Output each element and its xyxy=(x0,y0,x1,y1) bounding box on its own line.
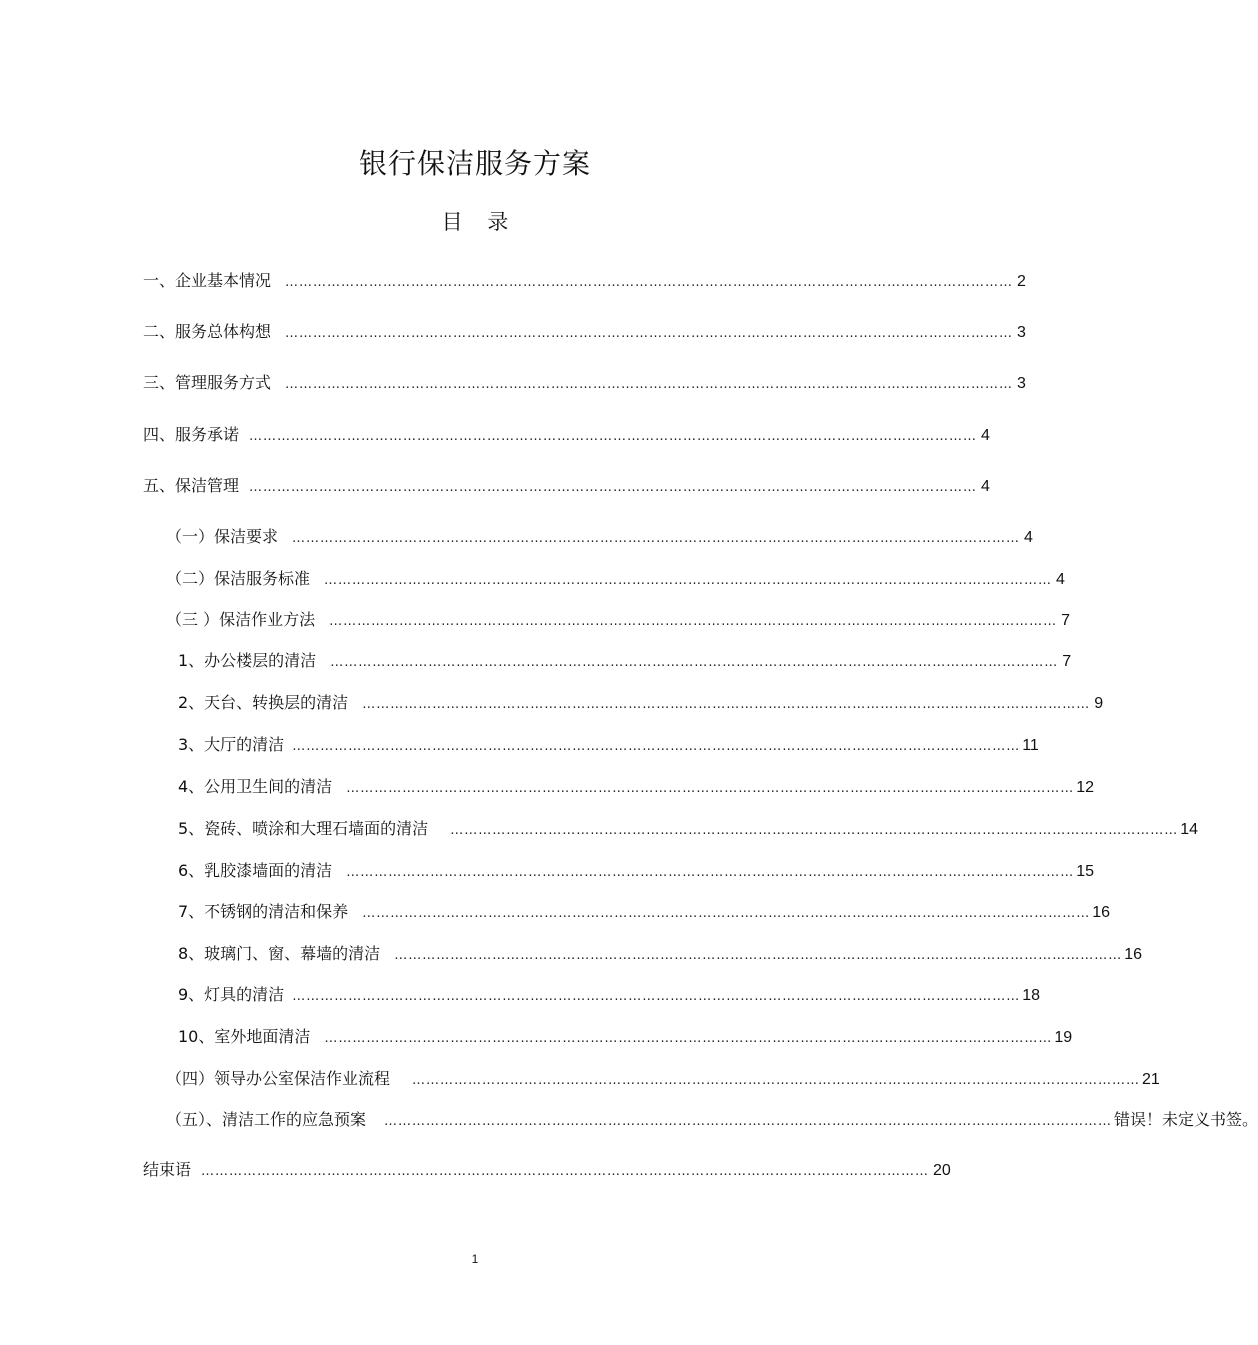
toc-leader-dots: ………………………………………………………………………………………………………………………………………… xyxy=(450,823,1179,838)
toc-entry-page: 16 xyxy=(1092,904,1110,921)
toc-leader-dots: ………………………………………………………………………………………………………………………………………… xyxy=(384,1114,1113,1129)
toc-entry-label: （五）、清洁工作的应急预案 xyxy=(166,1110,367,1129)
toc-entry-20[interactable] xyxy=(166,1107,1258,1131)
toc-entry-page: 15 xyxy=(1076,863,1094,880)
toc-entry-label: 二、服务总体构想 xyxy=(143,322,272,341)
toc-entry-8[interactable] xyxy=(166,607,1070,631)
toc-entry-7[interactable] xyxy=(166,566,1065,590)
toc-entry-10[interactable] xyxy=(178,690,1104,714)
toc-leader-dots: ………………………………………………………………………………………………………………………………………… xyxy=(362,697,1091,712)
document-title: 银行保洁服务方案 xyxy=(358,147,591,180)
toc-entry-21[interactable] xyxy=(143,1157,951,1181)
toc-entry-page: 19 xyxy=(1054,1029,1073,1046)
toc-entry-label: 1、办公楼层的清洁 xyxy=(178,651,317,670)
toc-entry-page: 11 xyxy=(1022,737,1039,754)
toc-entry-13[interactable] xyxy=(178,816,1198,840)
toc-entry-3[interactable] xyxy=(143,370,1026,394)
toc-leader-dots: ………………………………………………………………………………………………………………………………………… xyxy=(285,326,1014,341)
toc-entry-12[interactable] xyxy=(178,774,1094,798)
toc-entry-label: 五、保洁管理 xyxy=(143,476,240,495)
toc-leader-dots: ………………………………………………………………………………………………………………………………………… xyxy=(394,948,1123,963)
toc-leader-dots: ………………………………………………………………………………………………………………………………………… xyxy=(201,1164,930,1179)
toc-entry-17[interactable] xyxy=(178,982,1040,1006)
toc-leader-dots: ………………………………………………………………………………………………………………………………………… xyxy=(292,739,1021,754)
toc-entry-label: （三 ）保洁作业方法 xyxy=(166,610,316,629)
toc-leader-dots: ………………………………………………………………………………………………………………………………………… xyxy=(292,989,1021,1004)
toc-entry-label: 3、大厅的清洁 xyxy=(178,735,285,754)
toc-leader-dots: ………………………………………………………………………………………………………………………………………… xyxy=(362,906,1091,921)
toc-entry-page: 20 xyxy=(933,1162,951,1179)
toc-entry-6[interactable] xyxy=(166,524,1033,548)
toc-leader-dots: ………………………………………………………………………………………………………………………………………… xyxy=(324,573,1053,588)
toc-entry-19[interactable] xyxy=(166,1066,1160,1090)
toc-entry-16[interactable] xyxy=(178,941,1142,965)
toc-entry-page: 7 xyxy=(1062,653,1072,670)
toc-entry-label: 5、瓷砖、喷涂和大理石墙面的清洁 xyxy=(178,819,429,838)
toc-entry-15[interactable] xyxy=(178,899,1110,923)
toc-leader-dots: ………………………………………………………………………………………………………………………………………… xyxy=(249,429,978,444)
toc-leader-dots: ………………………………………………………………………………………………………………………………………… xyxy=(412,1073,1141,1088)
toc-entry-label: 2、天台、转换层的清洁 xyxy=(178,693,349,712)
toc-entry-label: （二）保洁服务标准 xyxy=(166,569,311,588)
toc-entry-page: 4 xyxy=(981,478,990,495)
toc-entry-label: 7、不锈钢的清洁和保养 xyxy=(178,902,349,921)
toc-entry-page: 18 xyxy=(1022,987,1040,1004)
toc-heading: 目 录 xyxy=(441,210,509,234)
toc-leader-dots: ………………………………………………………………………………………………………………………………………… xyxy=(346,865,1075,880)
toc-entry-label: 四、服务承诺 xyxy=(143,425,240,444)
toc-entry-label: 10、室外地面清洁 xyxy=(178,1027,311,1046)
toc-entry-label: （一）保洁要求 xyxy=(166,527,279,546)
toc-leader-dots: ………………………………………………………………………………………………………………………………………… xyxy=(249,480,978,495)
toc-entry-page: 16 xyxy=(1124,946,1142,963)
page-number: 1 xyxy=(471,1252,479,1266)
toc-entry-label: 结束语 xyxy=(143,1160,192,1179)
toc-leader-dots: ………………………………………………………………………………………………………………………………………… xyxy=(346,781,1075,796)
toc-entry-label: 9、灯具的清洁 xyxy=(178,985,285,1004)
toc-entry-18[interactable] xyxy=(178,1024,1073,1048)
toc-entry-page: 3 xyxy=(1017,375,1026,392)
toc-entry-page: 2 xyxy=(1017,273,1026,290)
toc-leader-dots: ………………………………………………………………………………………………………………………………………… xyxy=(329,614,1058,629)
toc-entry-9[interactable] xyxy=(178,648,1072,672)
toc-entry-14[interactable] xyxy=(178,858,1094,882)
toc-entry-4[interactable] xyxy=(143,422,990,446)
toc-leader-dots: ………………………………………………………………………………………………………………………………………… xyxy=(285,377,1014,392)
toc-entry-page: 4 xyxy=(981,427,990,444)
toc-entry-page: 3 xyxy=(1017,324,1026,341)
toc-entry-label: 6、乳胶漆墙面的清洁 xyxy=(178,861,333,880)
toc-entry-page: 7 xyxy=(1061,612,1070,629)
toc-entry-2[interactable] xyxy=(143,319,1026,343)
toc-entry-page: 4 xyxy=(1056,571,1065,588)
toc-entry-page: 9 xyxy=(1094,695,1104,712)
toc-leader-dots: ………………………………………………………………………………………………………………………………………… xyxy=(324,1031,1053,1046)
toc-leader-dots: ………………………………………………………………………………………………………………………………………… xyxy=(330,655,1059,670)
toc-entry-page: 14 xyxy=(1180,821,1198,838)
toc-entry-label: 4、公用卫生间的清洁 xyxy=(178,777,333,796)
toc-entry-page: 错误！未定义书签。 xyxy=(1114,1110,1258,1129)
toc-entry-page: 21 xyxy=(1142,1071,1160,1088)
toc-entry-5[interactable] xyxy=(143,473,990,497)
toc-entry-1[interactable] xyxy=(143,268,1026,292)
toc-leader-dots: ………………………………………………………………………………………………………………………………………… xyxy=(292,531,1021,546)
toc-leader-dots: ………………………………………………………………………………………………………………………………………… xyxy=(285,275,1014,290)
toc-entry-label: （四）领导办公室保洁作业流程 xyxy=(166,1069,391,1088)
toc-entry-label: 一、企业基本情况 xyxy=(143,271,272,290)
toc-entry-label: 8、玻璃门、窗、幕墙的清洁 xyxy=(178,944,381,963)
toc-entry-page: 4 xyxy=(1024,529,1033,546)
toc-entry-11[interactable] xyxy=(178,732,1039,756)
toc-entry-page: 12 xyxy=(1076,779,1094,796)
toc-entry-label: 三、管理服务方式 xyxy=(143,373,272,392)
